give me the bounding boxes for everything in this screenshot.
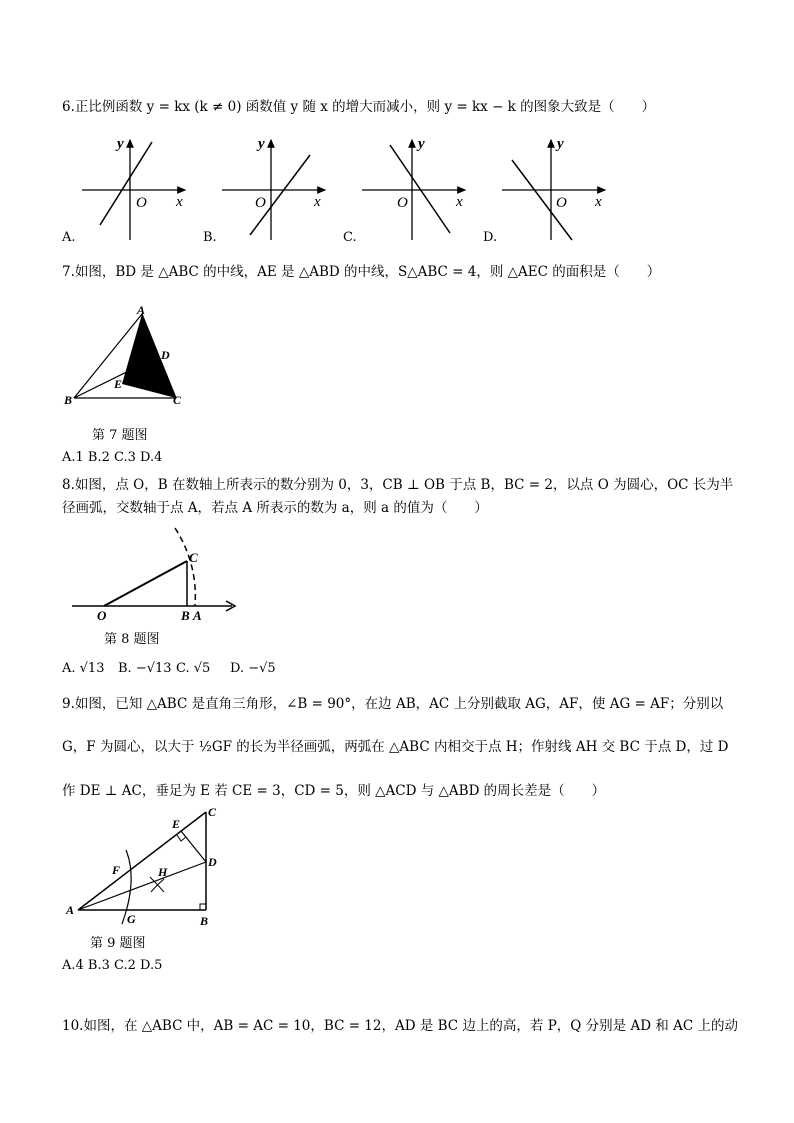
q8-line1: 8.如图，点 O，B 在数轴上所表示的数分别为 0，3，CB ⊥ OB 于点 B，BC = 2，以点 O 为圆心，OC 长为半 [62,477,734,493]
q6-a-y-label: y [117,136,124,152]
q9-point-d: D [208,855,217,869]
q6-c-y-label: y [418,136,425,152]
q6-b-x-label: x [314,194,321,210]
q6-graph-b [222,136,325,240]
q6-text: 6.正比例函数 y = kx (k ≠ 0) 函数值 y 随 x 的增大而减小，则 y = kx − k 的图象大致是（ ） [62,99,656,115]
q7-point-e: E [114,377,123,391]
q6-b-y-label: y [258,136,265,152]
q9-point-g: G [127,912,136,926]
q6-d-origin: O [556,195,567,211]
q6-c-origin: O [397,195,408,211]
q7-figure [60,300,200,412]
q6-option-a: A. [62,230,76,245]
q8-figure [60,520,250,625]
q7-answers: A.1 B.2 C.3 D.4 [62,450,163,465]
q9-line1: 9.如图，已知 △ABC 是直角三角形，∠B = 90°，在边 AB，AC 上分别截取 AG，AF，使 AG = AF；分别以 [62,696,724,712]
q9-point-e: E [172,817,181,831]
q6-d-x-label: x [595,194,602,210]
q8-answer-d: D. −√5 [230,661,276,676]
q9-point-a: A [66,903,75,917]
q9-point-b: B [200,914,209,928]
q6-option-d: D. [483,230,498,245]
q7-point-a: A [137,303,146,317]
q7-point-d: D [161,348,170,362]
q7-point-c: C [173,393,182,407]
q9-point-c: C [208,805,217,819]
q9-point-f: F [112,863,121,877]
q8-answer-c: C. √5 [176,661,211,676]
q8-point-c: C [189,550,198,565]
q8-caption: 第 8 题图 [104,632,160,647]
q6-option-b: B. [203,230,217,245]
q8-line2: 径画弧，交数轴于点 A，若点 A 所表示的数为 a，则 a 的值为（ ） [62,500,488,516]
q9-answers: A.4 B.3 C.2 D.5 [62,958,163,973]
q6-option-c: C. [343,230,357,245]
q10-text: 10.如图，在 △ABC 中，AB = AC = 10，BC = 12，AD 是 BC 边上的高，若 P，Q 分别是 AD 和 AC 上的动 [62,1018,738,1034]
q6-a-origin: O [136,195,147,211]
q6-graph-c [362,136,465,240]
q8-point-b: B [181,608,190,623]
q9-figure [60,800,260,930]
q6-c-x-label: x [456,194,463,210]
q6-a-x-label: x [176,194,183,210]
q9-line3: 作 DE ⊥ AC，垂足为 E 若 CE = 3，CD = 5，则 △ACD 与 △ABD 的周长差是（ ） [62,783,606,799]
q7-text: 7.如图，BD 是 △ABC 的中线，AE 是 △ABD 的中线，S△ABC = 4，则 △AEC 的面积是（ ） [62,264,661,280]
q6-graph-d [502,136,605,240]
q8-point-a: A [193,608,202,623]
q9-point-h: H [158,865,168,879]
q9-caption: 第 9 题图 [90,936,146,951]
q6-graph-a [82,136,185,240]
q8-answer-a: A. √13 [62,661,105,676]
q6-d-y-label: y [557,136,564,152]
q7-point-b: B [64,393,73,407]
q8-point-o: O [97,608,107,623]
q6-graphs [60,130,620,248]
q7-caption: 第 7 题图 [92,428,148,443]
q6-b-origin: O [255,195,266,211]
q8-answer-b: B. −√13 [118,661,172,676]
q9-line2: G，F 为圆心，以大于 ½GF 的长为半径画弧，两弧在 △ABC 内相交于点 H；作射线 AH 交 BC 于点 D，过 D [62,739,729,755]
